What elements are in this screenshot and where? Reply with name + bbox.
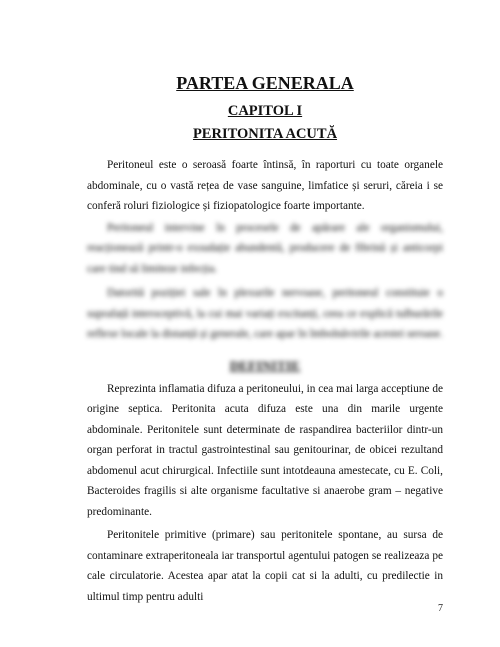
page-title: PARTEA GENERALA [176, 73, 354, 93]
definition-paragraph-1: Reprezinta inflamatia difuza a peritoneului, in cea mai larga acceptiune de origine septica. Peritonita acuta difuza este una din marile urgente abdominale. Peritonitele sunt determinate de raspandirea bacteriilor dintr-un organ perforat in tractul gastrointestinal sau genitourinar, de obicei rezultand abdomenul acut chirurgical. Infectiile sunt intotdeauna amestecate, cu E. Coli, Bacteroides fragilis si alte organisme facultative si anaerobe gram – negative predominante. [87, 382, 443, 518]
definition-paragraph-2: Peritonitele primitive (primare) sau peritonitele spontane, au sursa de contaminare extraperitoneala iar transportul agentului patogen se realizeaza pe cale circulatorie. Acestea apar atat la copii cat si la adulti, cu predilectie in ultimul timp pentru adulti [87, 529, 443, 603]
intro-paragraph-3: Datorită poziției sale în plexurile nervoase, peritoneul constituie o suprafață interoceptivă, la cui mai variați excitanți, ceea ce explică tulburările reflexe locale la distanță și generale, care apar în îmbolnăvirile acestei seroase. [87, 287, 443, 340]
blurred-region [87, 218, 443, 375]
chapter-heading: CAPITOL I [227, 103, 303, 119]
definition-heading [87, 357, 443, 375]
intro-paragraph-1: Peritoneul este o seroasă foarte întinsă, în raporturi cu toate organele abdominale, cu o vastă rețea de vase sanguine, limfatice și seruri, căreia i se conferă roluri fiziologice și fiziopatologice foarte importante. [87, 159, 443, 212]
intro-paragraph-2: Peritoneul intervine în procesele de apărare ale organismului, reacționează printr-o exsudație abundentă, producere de fibrină și anticorpi care tind să limiteze infecția. [87, 221, 443, 275]
page-number: 7 [438, 603, 443, 614]
definition-section [87, 379, 443, 608]
definition-heading-label: DEFINITIE [229, 357, 301, 373]
page-content [87, 72, 443, 607]
section-title: PERITONITA ACUTĂ [192, 126, 338, 142]
